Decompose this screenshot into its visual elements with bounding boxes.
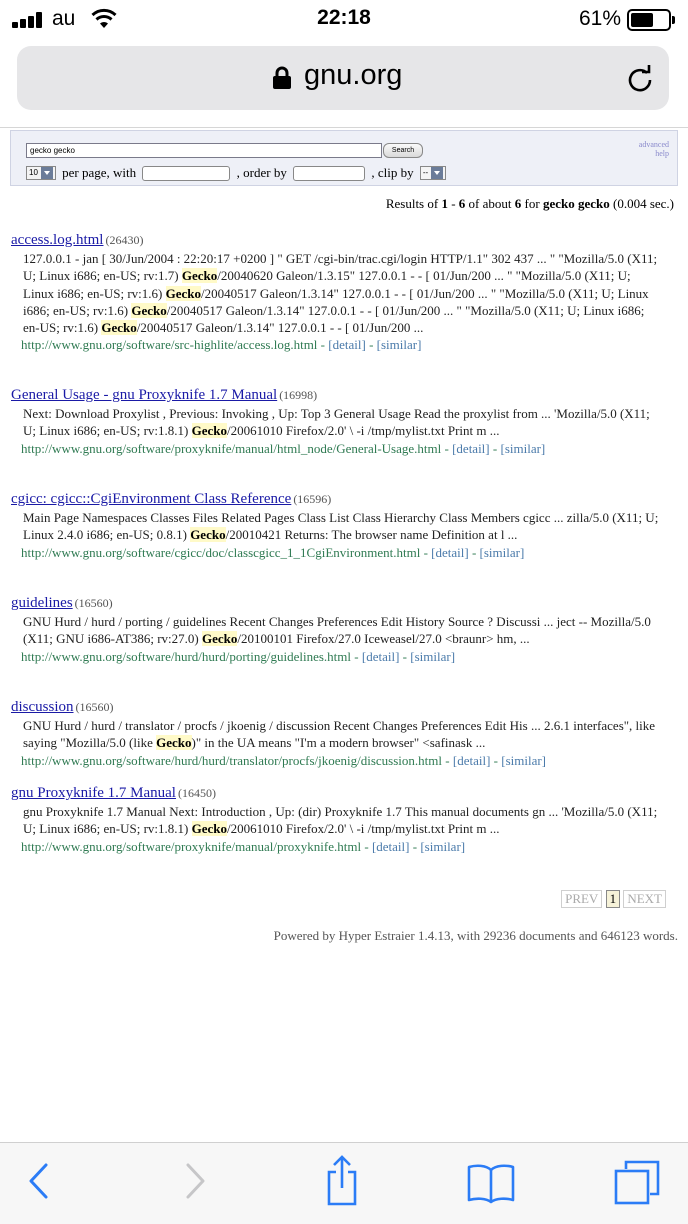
similar-link[interactable]: [similar]	[501, 752, 547, 768]
per-page-value: 10	[29, 168, 38, 178]
result-item: discussion (16560) GNU Hurd / hurd / translator / procfs / jkoenig / discussion Recent Changes Preferences Edit His ... 2.6.1 interfaces", like saying "Mozilla/5.0 (like Gecko)" in the UA means "I'm a modern browser" <safinask ... http://www.gnu.org/software/hurd/hurd/translator/procfs/jkoenig/discussion.html - [detail] - [similar]	[11, 698, 676, 769]
clip-by-value: --	[422, 168, 429, 178]
address-bar[interactable]	[17, 46, 669, 110]
highlighted-term: Gecko	[191, 423, 228, 439]
snippet-text: /20040517 Galeon/1.3.14" 127.0.0.1 - - [ 01/Jun/200 ...	[136, 320, 424, 336]
clip-by-label: , clip by	[371, 165, 414, 181]
highlighted-term: Gecko	[131, 302, 167, 318]
snippet-text: /20010421 Returns: The browser name Definition at l ...	[225, 527, 518, 543]
pager	[561, 890, 666, 908]
similar-link[interactable]: [similar]	[500, 440, 546, 456]
browser-toolbar	[0, 1142, 688, 1224]
snippet-text: /20040620 Galeon/1.3.15" 127.0.0.1 - - [ 01/Jun/200 ... " "Mozilla/5.0 (X11; U; Linux i686; en-US; rv:1.6)	[23, 268, 631, 301]
reload-icon[interactable]	[625, 64, 655, 94]
snippet-text: gnu Proxyknife 1.7 Manual Next: Introduction , Up: (dir) Proxyknife 1.7 This manual documents gn ... 'Mozilla/5.0 (X11; U; Linux i686; en-US; rv:1.8.1)	[23, 804, 658, 837]
search-button[interactable]: Search	[383, 143, 423, 158]
result-snippet	[23, 717, 663, 752]
battery-level	[631, 13, 653, 27]
snippet-text: 127.0.0.1 - jan [ 30/Jun/2004 : 22:20:17 +0200 ] " GET /cgi-bin/trac.cgi/login HTTP/1.1" 302 437 ... " "Mozilla/5.0 (X11; U; Linux i686; en-US; rv:1.7)	[23, 251, 658, 284]
result-snippet	[23, 509, 663, 544]
result-title-link[interactable]: gnu Proxyknife 1.7 Manual	[11, 785, 176, 801]
result-snippet	[23, 405, 663, 440]
summary-query: gecko gecko	[542, 196, 610, 211]
detail-link[interactable]: [detail]	[431, 544, 469, 560]
result-title-link[interactable]: access.log.html	[11, 232, 104, 248]
snippet-text: /20061010 Firefox/2.0' \ -i /tmp/mylist.txt Print m ...	[227, 821, 500, 837]
similar-link[interactable]: [similar]	[479, 544, 525, 560]
result-url[interactable]: http://www.gnu.org/software/hurd/hurd/translator/procfs/jkoenig/discussion.html	[21, 752, 443, 768]
form-links	[639, 140, 669, 158]
snippet-text: /20100101 Firefox/27.0 Iceweasel/27.0 <braunr> hm, ...	[237, 631, 530, 647]
highlighted-term: Gecko	[165, 285, 202, 301]
summary-range-start: 1	[441, 196, 448, 211]
highlighted-term: Gecko	[191, 821, 228, 837]
summary-range-sep: -	[451, 196, 456, 211]
snippet-text: Main Page Namespaces Classes Files Related Pages Class List Class Hierarchy Class Members cgicc ... zilla/5.0 (X11; U; Linux 2.4.0 i686; en-US; 0.8.1)	[23, 510, 659, 543]
per-page-select[interactable]	[26, 166, 56, 180]
results-summary	[386, 196, 674, 212]
result-snippet	[23, 250, 663, 336]
snippet-text: /20061010 Firefox/2.0' \ -i /tmp/mylist.txt Print m ...	[227, 423, 500, 439]
url-text: gnu.org	[304, 59, 403, 91]
result-title-link[interactable]: discussion	[11, 699, 74, 715]
summary-prefix: Results of	[385, 196, 439, 211]
snippet-text: GNU Hurd / hurd / porting / guidelines Recent Changes Preferences Edit History Source ? Discussi ... ject -- Mozilla/5.0 (X11; GNU i686-AT386; rv:27.0)	[23, 614, 651, 647]
result-snippet	[23, 803, 663, 838]
highlighted-term: Gecko	[156, 735, 192, 751]
snippet-text: GNU Hurd / hurd / translator / procfs / jkoenig / discussion Recent Changes Preferences Edit His ... 2.6.1 interfaces", like saying "Mozilla/5.0 (like	[23, 718, 656, 751]
snippet-text: Next: Download Proxylist , Previous: Invoking , Up: Top 3 General Usage Read the proxylist from ... 'Mozilla/5.0 (X11; U; Linux i686; en-US; rv:1.8.1)	[23, 406, 650, 439]
clock: 22:18	[317, 6, 371, 29]
result-item: gnu Proxyknife 1.7 Manual (16450) gnu Proxyknife 1.7 Manual Next: Introduction , Up: (dir) Proxyknife 1.7 This manual documents gn ... 'Mozilla/5.0 (X11; U; Linux i686; en-US; rv:1.8.1) Gecko/20061010 Firefox/2.0' \ -i /tmp/mylist.txt Print m ... http://www.gnu.org/software/proxyknife/manual/proxyknife.html - [detail] - [similar]	[11, 784, 676, 855]
result-score: (16560)	[75, 700, 114, 714]
help-link[interactable]: help	[655, 149, 669, 158]
snippet-text: )" in the UA means "I'm a modern browser" <safinask ...	[191, 735, 486, 751]
result-score: (16596)	[293, 492, 332, 506]
status-bar	[0, 0, 688, 38]
highlighted-term: Gecko	[101, 320, 137, 336]
result-title-link[interactable]: cgicc: cgicc::CgiEnvironment Class Reference	[11, 491, 292, 507]
per-page-label: per page, with	[62, 165, 137, 181]
snippet-text: /20040517 Galeon/1.3.14" 127.0.0.1 - - [ 01/Jun/200 ... " "Mozilla/5.0 (X11; U; Linux i686; en-US; rv:1.6)	[23, 285, 649, 318]
tabs-icon[interactable]	[612, 1159, 662, 1207]
result-item: access.log.html (26430) 127.0.0.1 - jan [ 30/Jun/2004 : 22:20:17 +0200 ] " GET /cgi-bin/trac.cgi/login HTTP/1.1" 302 437 ... " "Mozilla/5.0 (X11; U; Linux i686; en-US; rv:1.7) Gecko/20040620 Galeon/1.3.15" 127.0.0.1 - - [ 01/Jun/200 ... " "Mozilla/5.0 (X11; U; Linux i686; en-US; rv:1.6) Gecko/20040517 Galeon/1.3.14" 127.0.0.1 - - [ 01/Jun/200 ... " "Mozilla/5.0 (X11; U; Linux i686; en-US; rv:1.6) Gecko/20040517 Galeon/1.3.14" 127.0.0.1 - - [ 01/Jun/200 ... " "Mozilla/5.0 (X11; U; Linux i686; en-US; rv:1.6) Gecko/20040517 Galeon/1.3.14" 127.0.0.1 - - [ 01/Jun/200 ... http://www.gnu.org/software/src-highlite/access.log.html - [detail] - [similar]	[11, 231, 676, 353]
similar-link[interactable]: [similar]	[420, 838, 466, 854]
result-score: (16450)	[177, 786, 216, 800]
summary-of-about: of about	[468, 196, 512, 211]
detail-link[interactable]: [detail]	[328, 337, 366, 353]
result-score: (16998)	[279, 388, 318, 402]
order-input[interactable]	[293, 166, 365, 181]
next-page-button[interactable]: NEXT	[623, 890, 666, 908]
result-score: (26430)	[105, 233, 144, 247]
chevron-down-icon	[41, 167, 53, 179]
summary-range-end: 6	[458, 196, 466, 211]
highlighted-term: Gecko	[201, 631, 238, 647]
forward-icon[interactable]	[180, 1160, 208, 1202]
bookmarks-icon[interactable]	[466, 1160, 516, 1204]
search-options	[26, 164, 446, 180]
back-icon[interactable]	[26, 1160, 54, 1202]
result-snippet	[23, 613, 663, 648]
advanced-link[interactable]: advanced	[638, 140, 669, 149]
result-item: cgicc: cgicc::CgiEnvironment Class Reference (16596) Main Page Namespaces Classes Files Related Pages Class List Class Hierarchy Class Members cgicc ... zilla/5.0 (X11; U; Linux 2.4.0 i686; en-US; 0.8.1) Gecko/20010421 Returns: The browser name Definition at l ... http://www.gnu.org/software/cgicc/doc/classcgicc_1_1CgiEnvironment.html - [detail] - [similar]	[11, 490, 676, 561]
detail-link[interactable]: [detail]	[452, 440, 490, 456]
highlighted-term: Gecko	[190, 527, 226, 543]
battery-tip	[672, 16, 675, 24]
detail-link[interactable]: [detail]	[452, 752, 491, 768]
result-url[interactable]: http://www.gnu.org/software/cgicc/doc/classcgicc_1_1CgiEnvironment.html	[21, 544, 421, 560]
share-icon[interactable]	[322, 1155, 362, 1207]
search-input[interactable]: gecko gecko	[26, 143, 382, 158]
carrier-name: au	[52, 7, 76, 30]
order-by-label: , order by	[236, 165, 287, 181]
detail-link[interactable]: [detail]	[371, 838, 410, 854]
lock-icon	[272, 66, 292, 90]
chevron-down-icon	[431, 167, 443, 179]
current-page: 1	[606, 890, 621, 908]
footer-text: Powered by Hyper Estraier 1.4.13, with 29236 documents and 646123 words.	[273, 928, 678, 943]
result-title-link[interactable]: General Usage - gnu Proxyknife 1.7 Manual	[11, 387, 278, 403]
summary-time: (0.004 sec.)	[612, 196, 674, 211]
attribute-input[interactable]	[142, 166, 230, 181]
prev-page-button[interactable]: PREV	[561, 890, 602, 908]
result-item: guidelines (16560) GNU Hurd / hurd / porting / guidelines Recent Changes Preferences Edit History Source ? Discussi ... ject -- Mozilla/5.0 (X11; GNU i686-AT386; rv:27.0) Gecko/20100101 Firefox/27.0 Iceweasel/27.0 <braunr> hm, ... http://www.gnu.org/software/hurd/hurd/porting/guidelines.html - [detail] - [similar]	[11, 594, 676, 665]
result-url[interactable]: http://www.gnu.org/software/src-highlite/access.log.html	[21, 337, 318, 353]
similar-link[interactable]: [similar]	[410, 648, 456, 664]
result-score: (16560)	[74, 596, 113, 610]
snippet-text: /20040517 Galeon/1.3.14" 127.0.0.1 - - [ 01/Jun/200 ... " "Mozilla/5.0 (X11; U; Linux i686; en-US; rv:1.6)	[23, 302, 645, 336]
result-item: General Usage - gnu Proxyknife 1.7 Manual (16998) Next: Download Proxylist , Previous: Invoking , Up: Top 3 General Usage Read the proxylist from ... 'Mozilla/5.0 (X11; U; Linux i686; en-US; rv:1.8.1) Gecko/20061010 Firefox/2.0' \ -i /tmp/mylist.txt Print m ... http://www.gnu.org/software/proxyknife/manual/html_node/General-Usage.html - [detail] - [similar]	[11, 386, 676, 457]
search-form	[10, 130, 678, 186]
detail-link[interactable]: [detail]	[361, 648, 400, 664]
battery-icon	[627, 9, 671, 31]
highlighted-term: Gecko	[181, 268, 218, 284]
result-url[interactable]: http://www.gnu.org/software/hurd/hurd/porting/guidelines.html	[21, 648, 352, 664]
divider	[0, 127, 688, 128]
result-title-link[interactable]: guidelines	[11, 595, 73, 611]
clip-by-select[interactable]	[420, 166, 446, 180]
summary-total: 6	[514, 196, 522, 211]
result-url[interactable]: http://www.gnu.org/software/proxyknife/manual/html_node/General-Usage.html	[21, 440, 442, 456]
similar-link[interactable]: [similar]	[376, 337, 422, 353]
battery-percent: 61%	[579, 7, 622, 30]
result-url[interactable]: http://www.gnu.org/software/proxyknife/manual/proxyknife.html	[21, 838, 362, 854]
summary-for: for	[524, 196, 540, 211]
